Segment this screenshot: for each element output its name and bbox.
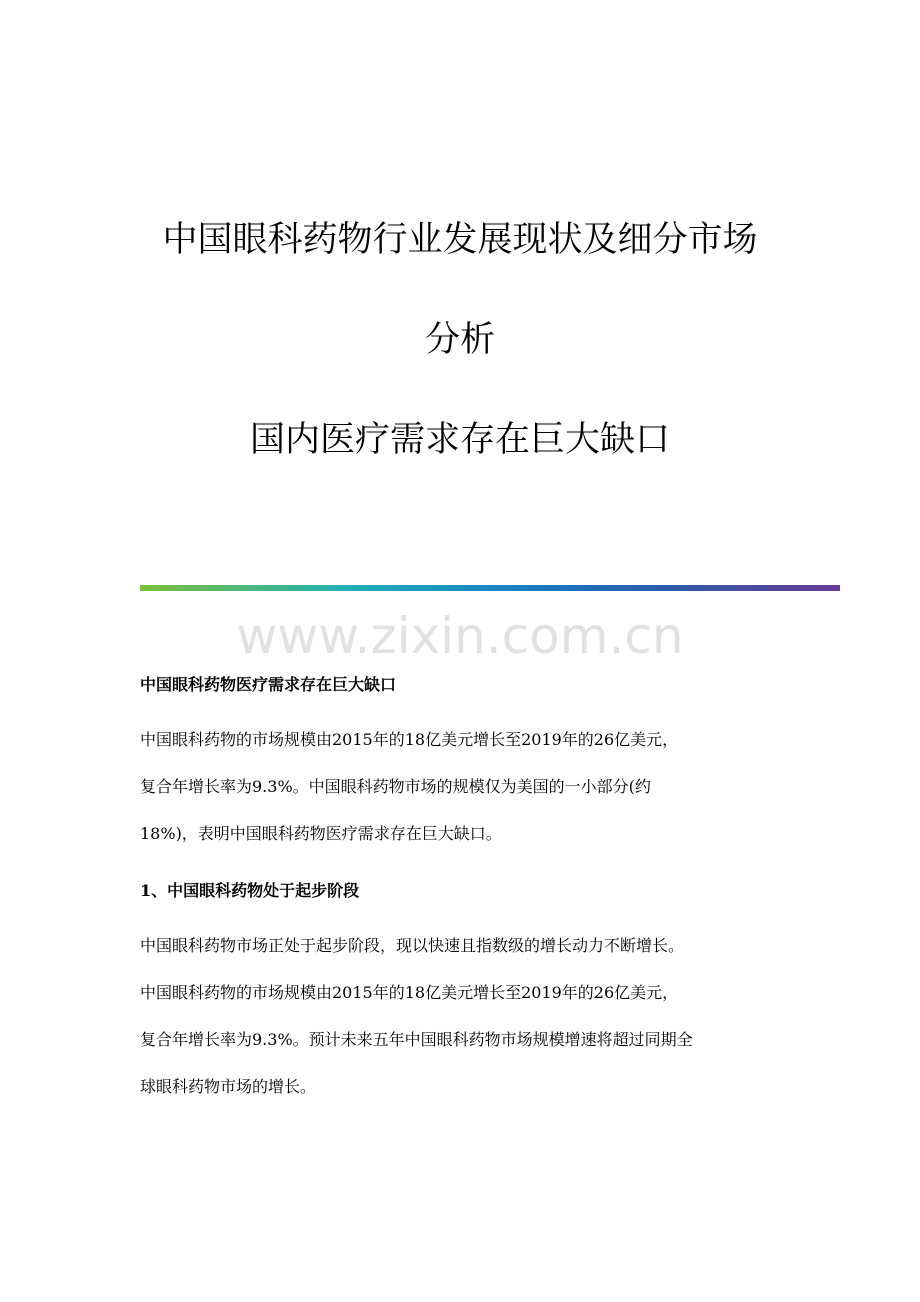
document-title-line-2: 分析	[424, 320, 495, 360]
gradient-divider	[140, 585, 840, 591]
document-subtitle: 国内医疗需求存在巨大缺口	[249, 420, 670, 460]
paragraph-line: 复合年增长率为9.3%。中国眼科药物市场的规模仅为美国的一小部分(约	[140, 777, 651, 796]
paragraph-line: 18%)，表明中国眼科药物医疗需求存在巨大缺口。	[140, 824, 502, 843]
section-1-paragraph	[140, 729, 780, 870]
paragraph-line: 中国眼科药物的市场规模由2015年的18亿美元增长至2019年的26亿美元，	[140, 983, 679, 1002]
paragraph-line: 复合年增长率为9.3%。预计未来五年中国眼科药物市场规模增速将超过同期全	[140, 1030, 693, 1049]
paragraph-line: 球眼科药物市场的增长。	[140, 1077, 317, 1096]
section-heading-1: 中国眼科药物医疗需求存在巨大缺口	[140, 675, 397, 694]
section-heading-2: 1、中国眼科药物处于起步阶段	[140, 881, 360, 900]
watermark: www.zixin.com.cn	[236, 607, 684, 665]
section-2-paragraph	[140, 935, 780, 1123]
paragraph-line: 中国眼科药物的市场规模由2015年的18亿美元增长至2019年的26亿美元，	[140, 730, 679, 749]
document-title-line-1: 中国眼科药物行业发展现状及细分市场	[162, 220, 758, 260]
paragraph-line: 中国眼科药物市场正处于起步阶段，现以快速且指数级的增长动力不断增长。	[140, 936, 685, 955]
